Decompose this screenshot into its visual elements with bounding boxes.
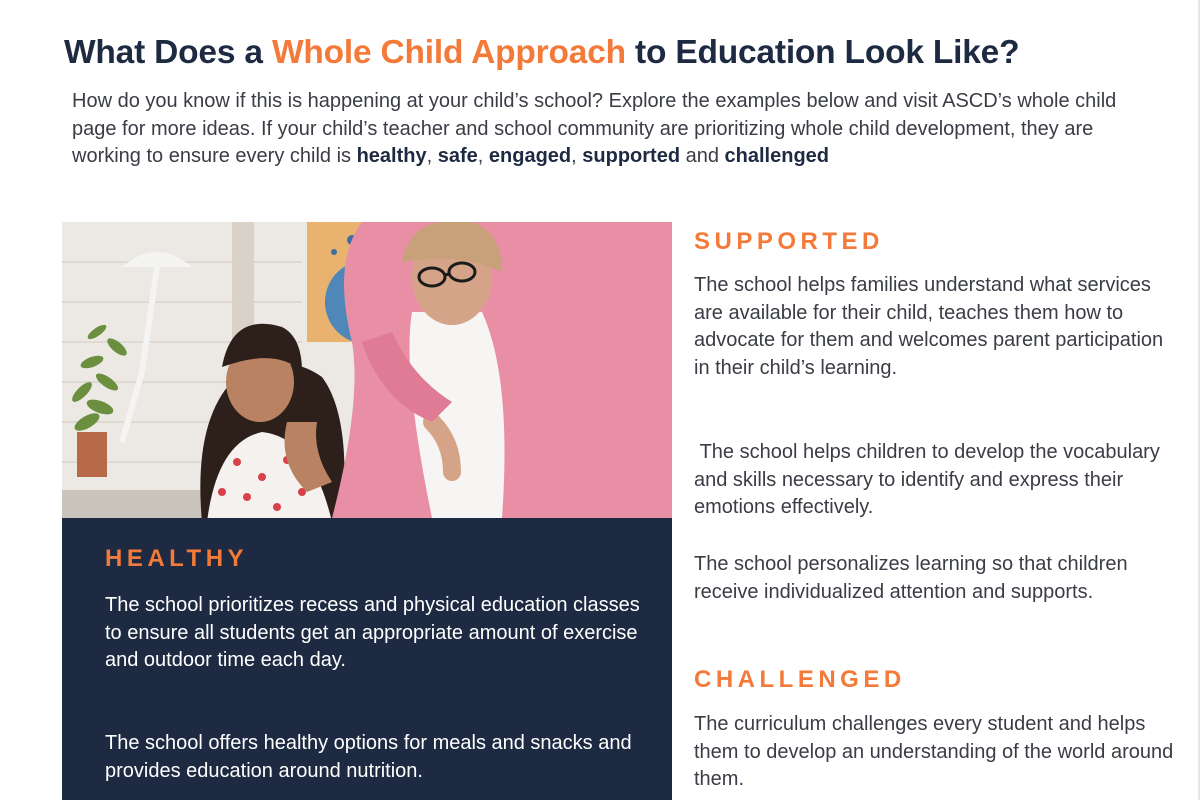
supported-paragraph-2: The school helps children to develop the vocabulary and skills necessary to identify and express their emotions effectively.	[694, 441, 1166, 518]
intro-term-healthy: healthy	[356, 145, 427, 167]
title-part-2: to Education Look Like?	[625, 34, 1020, 71]
challenged-heading: CHALLENGED	[694, 666, 906, 693]
title-part-1: What Does a	[64, 34, 272, 71]
intro-term-engaged: engaged	[488, 145, 572, 167]
challenged-paragraph-1: The curriculum challenges every student and helps them to develop an understanding of the world around them.	[694, 713, 1174, 790]
healthy-paragraph-1: The school prioritizes recess and physical education classes to ensure all students get an appropriate amount of exercise and outdoor time each day.	[105, 594, 640, 671]
teacher-helping-student-photo	[62, 222, 672, 518]
intro-separator: and	[680, 145, 725, 167]
healthy-panel	[62, 518, 672, 800]
page-title	[64, 34, 1184, 72]
intro-term-challenged: challenged	[724, 145, 830, 167]
supported-paragraph-3: The school personalizes learning so that children receive individualized attention and supports.	[694, 553, 1128, 603]
intro-separator: ,	[426, 145, 438, 167]
intro-term-safe: safe	[437, 145, 478, 167]
healthy-heading: HEALTHY	[105, 545, 249, 572]
supported-paragraph-1: The school helps families understand what services are available for their child, teaches them how to advocate for them and welcomes parent participation in their child’s learning.	[694, 274, 1164, 379]
supported-heading: SUPPORTED	[694, 228, 884, 255]
intro-separator: ,	[477, 145, 489, 167]
intro-text: How do you know if this is happening at your child’s school? Explore the examples below and visit ASCD’s whole child page for more ideas. If your child’s teacher and school community are prioritizing whole child development, they are working to ensure every child is	[72, 90, 1117, 167]
healthy-paragraph-2: The school offers healthy options for meals and snacks and provides education around nutrition.	[105, 732, 632, 782]
intro-separator: ,	[571, 145, 583, 167]
intro-term-supported: supported	[582, 145, 681, 167]
title-accent: Whole Child Approach	[271, 34, 626, 71]
intro-paragraph	[72, 88, 1142, 171]
